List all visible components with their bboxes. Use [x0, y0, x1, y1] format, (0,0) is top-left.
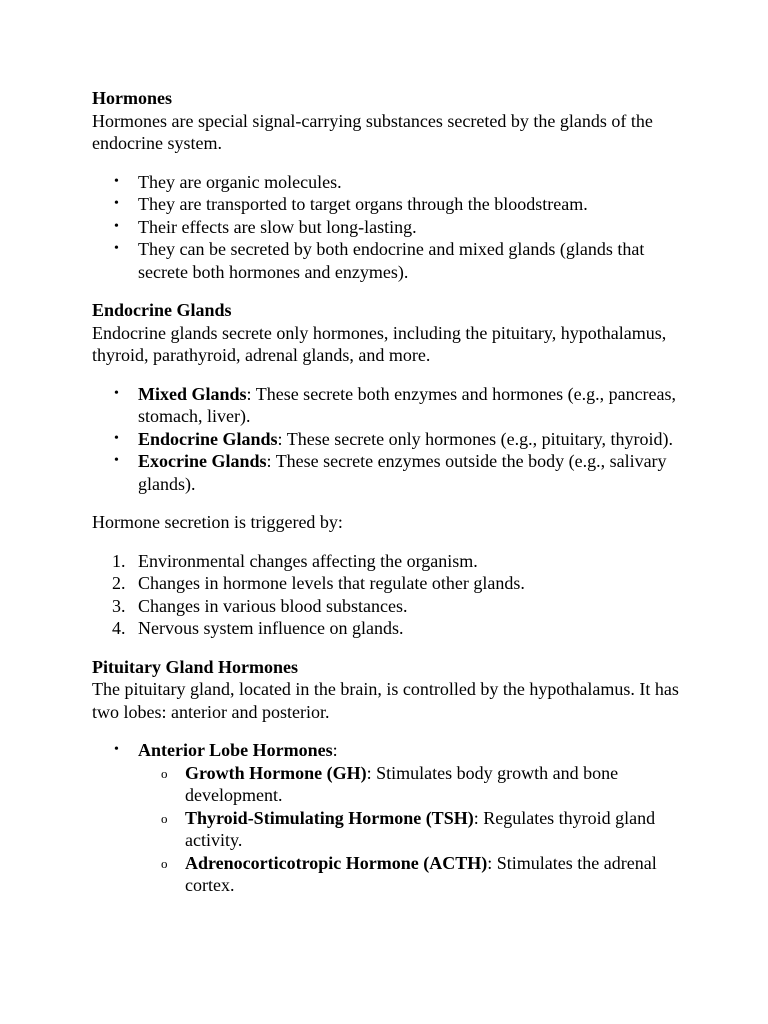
- gland-types-list: [92, 383, 692, 496]
- list-item: [138, 852, 692, 897]
- list-item: [138, 762, 692, 807]
- hormone-desc: : Stimulates the adrenal cortex.: [185, 852, 657, 895]
- list-item: [92, 550, 692, 573]
- endocrine-glands-intro: Endocrine glands secrete only hormones, including the pituitary, hypothalamus, thyroid, parathyroid, adrenal glands, and more.: [92, 322, 667, 365]
- heading-pituitary: Pituitary Gland Hormones: [92, 656, 298, 677]
- list-number: 3.: [112, 595, 126, 616]
- list-number: 1.: [112, 550, 126, 571]
- list-item: • They are organic molecules.: [92, 171, 692, 194]
- hormone-term: Thyroid-Stimulating Hormone (TSH): [185, 807, 474, 828]
- hormones-intro: Hormones are special signal-carrying substances secreted by the glands of the endocrine system.: [92, 110, 653, 153]
- hormones-bullet-list: [92, 171, 692, 284]
- list-item: [138, 807, 692, 852]
- pituitary-intro: The pituitary gland, located in the brain, is controlled by the hypothalamus. It has two lobes: anterior and posterior.: [92, 679, 679, 722]
- section-pituitary: [92, 656, 692, 897]
- list-item: [92, 428, 692, 451]
- gland-type-desc: : These secrete both enzymes and hormones (e.g., pancreas, stomach, liver).: [138, 383, 677, 426]
- list-item: • They are transported to target organs through the bloodstream.: [92, 193, 692, 216]
- list-number: 2.: [112, 573, 126, 593]
- list-item-text: Environmental changes affecting the organism.: [138, 550, 478, 571]
- secretion-triggers-list: [92, 550, 692, 640]
- list-item: [92, 617, 692, 640]
- document-body: [92, 87, 692, 913]
- gland-type-desc: : These secrete only hormones (e.g., pituitary, thyroid).: [277, 428, 673, 449]
- gland-type-term: Mixed Glands: [138, 383, 247, 404]
- gland-type-term: Exocrine Glands: [138, 451, 267, 471]
- list-item: [92, 739, 692, 897]
- anterior-lobe-colon: :: [332, 740, 338, 760]
- heading-hormones: Hormones: [92, 88, 172, 108]
- secretion-intro: Hormone secretion is triggered by:: [92, 512, 343, 532]
- hormone-term: Growth Hormone (GH): [185, 762, 367, 783]
- hormone-term: Adrenocorticotropic Hormone (ACTH): [185, 852, 488, 873]
- list-item: [92, 383, 692, 428]
- heading-endocrine-glands: Endocrine Glands: [92, 300, 232, 320]
- list-item: • They can be secreted by both endocrine and mixed glands (glands that secrete both hormones and enzymes).: [92, 238, 692, 283]
- hormone-desc: : Stimulates body growth and bone development.: [185, 762, 619, 805]
- anterior-lobe-label: Anterior Lobe Hormones: [138, 740, 333, 760]
- section-secretion: [92, 511, 692, 640]
- list-item: • Their effects are slow but long-lasting.: [92, 216, 692, 239]
- section-hormones: [92, 87, 692, 283]
- pituitary-lobes-list: [92, 739, 692, 897]
- list-item: [92, 595, 692, 618]
- list-item: [92, 572, 692, 595]
- gland-type-desc: : These secrete enzymes outside the body (e.g., salivary glands).: [138, 451, 667, 494]
- list-item-text: Nervous system influence on glands.: [138, 618, 404, 638]
- anterior-hormones-list: [138, 762, 692, 897]
- list-item-text: Changes in hormone levels that regulate other glands.: [138, 573, 525, 593]
- hormone-desc: : Regulates thyroid gland activity.: [185, 807, 656, 850]
- section-endocrine-glands: [92, 299, 692, 495]
- list-number: 4.: [112, 618, 126, 638]
- list-item: [92, 450, 692, 495]
- list-item-text: Changes in various blood substances.: [138, 595, 408, 616]
- gland-type-term: Endocrine Glands: [138, 428, 278, 449]
